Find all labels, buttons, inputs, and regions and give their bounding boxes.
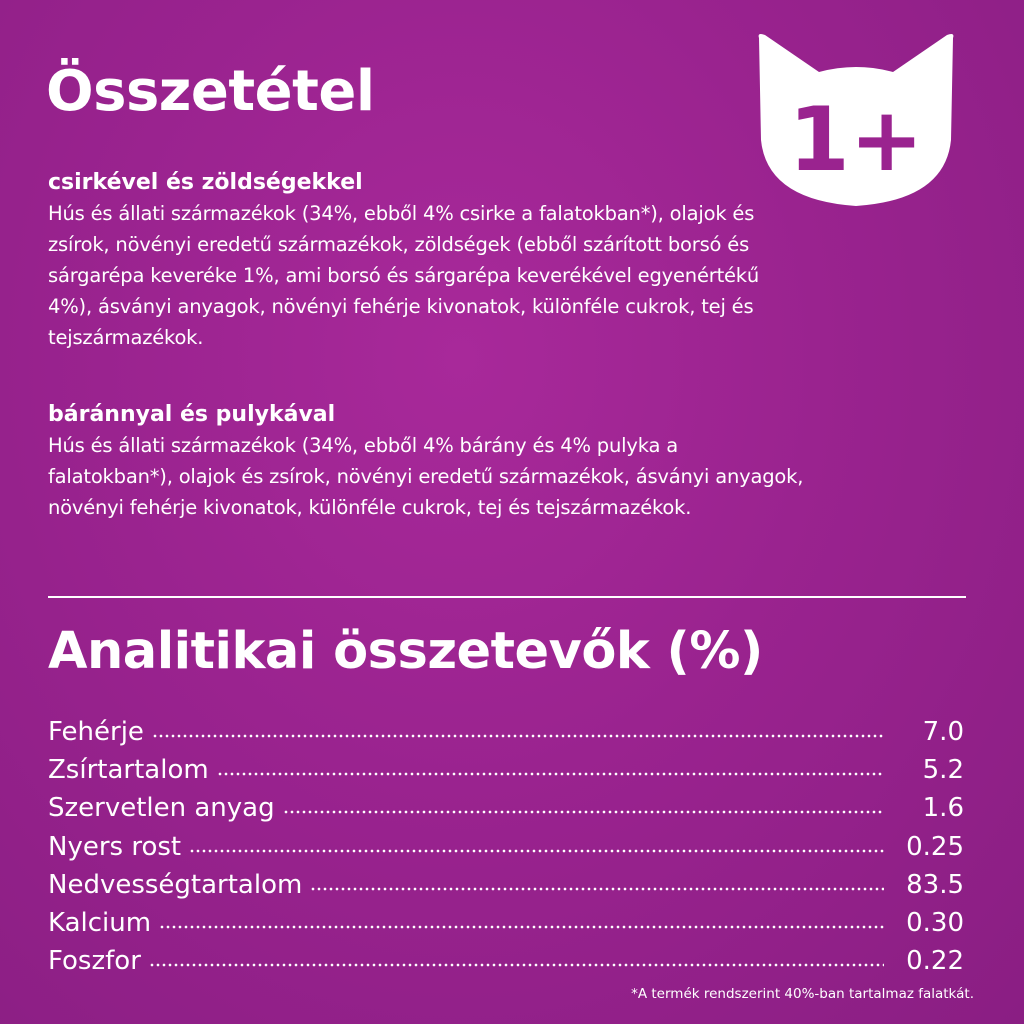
section-text: Hús és állati származékok (34%, ebből 4% bárány és 4% pulyka a falatokban*), olajok és zsírok, növényi eredetű származékok, ásványi anyagok, növényi fehérje kivonatok, különféle cukrok, tej és tejszármazékok. (48, 434, 804, 519)
section-divider (48, 596, 966, 598)
nutrient-row (48, 904, 964, 942)
dot-leader (152, 734, 884, 738)
nutrient-name: Fehérje (48, 717, 144, 747)
nutrient-row (48, 751, 964, 789)
footnote: *A termék rendszerint 40%-ban tartalmaz falatkát. (631, 986, 974, 1002)
nutrient-value: 1.6 (922, 793, 964, 824)
dot-leader (189, 849, 884, 853)
nutrient-list (48, 713, 964, 980)
analytics-title: Analitikai összetevők (%) (48, 622, 763, 681)
nutrient-row (48, 789, 964, 827)
page-title: Összetétel (46, 59, 375, 124)
dot-leader (149, 963, 884, 967)
nutrient-name: Szervetlen anyag (48, 793, 275, 824)
nutrient-name: Kalcium (48, 907, 152, 938)
nutrient-row (48, 866, 964, 904)
section-heading: csirkével és zöldségekkel (48, 170, 363, 195)
nutrient-row (48, 713, 964, 751)
nutrient-name: Nyers rost (48, 831, 182, 862)
nutrient-name: Nedvességtartalom (48, 869, 303, 900)
composition-section-lamb (48, 400, 808, 523)
section-heading: báránnyal és pulykával (48, 402, 336, 427)
nutrient-value: 5.2 (922, 755, 964, 786)
nutrient-value: 7.0 (922, 717, 964, 747)
nutrient-row (48, 942, 964, 980)
nutrient-value: 83.5 (906, 869, 964, 900)
nutrient-value: 0.25 (906, 831, 964, 862)
nutrient-value: 0.30 (906, 907, 964, 938)
dot-leader (217, 772, 884, 776)
nutrient-name: Zsírtartalom (48, 755, 209, 786)
age-badge-label: 1+ (788, 88, 924, 191)
composition-section-chicken (48, 168, 808, 353)
nutrient-name: Foszfor (48, 946, 141, 977)
section-text: Hús és állati származékok (34%, ebből 4% csirke a falatokban*), olajok és zsírok, növényi eredetű származékok, zöldségek (ebből szárított borsó és sárgarépa keveréke 1%, ami borsó és sárgarépa keverékével egyenértékű 4%), ásványi anyagok, növényi fehérje kivonatok, különféle cukrok, tej és tejszármazékok. (48, 202, 760, 349)
dot-leader (283, 810, 884, 814)
nutrient-row (48, 828, 964, 866)
dot-leader (310, 887, 884, 891)
dot-leader (159, 925, 884, 929)
nutrient-value: 0.22 (906, 946, 964, 977)
